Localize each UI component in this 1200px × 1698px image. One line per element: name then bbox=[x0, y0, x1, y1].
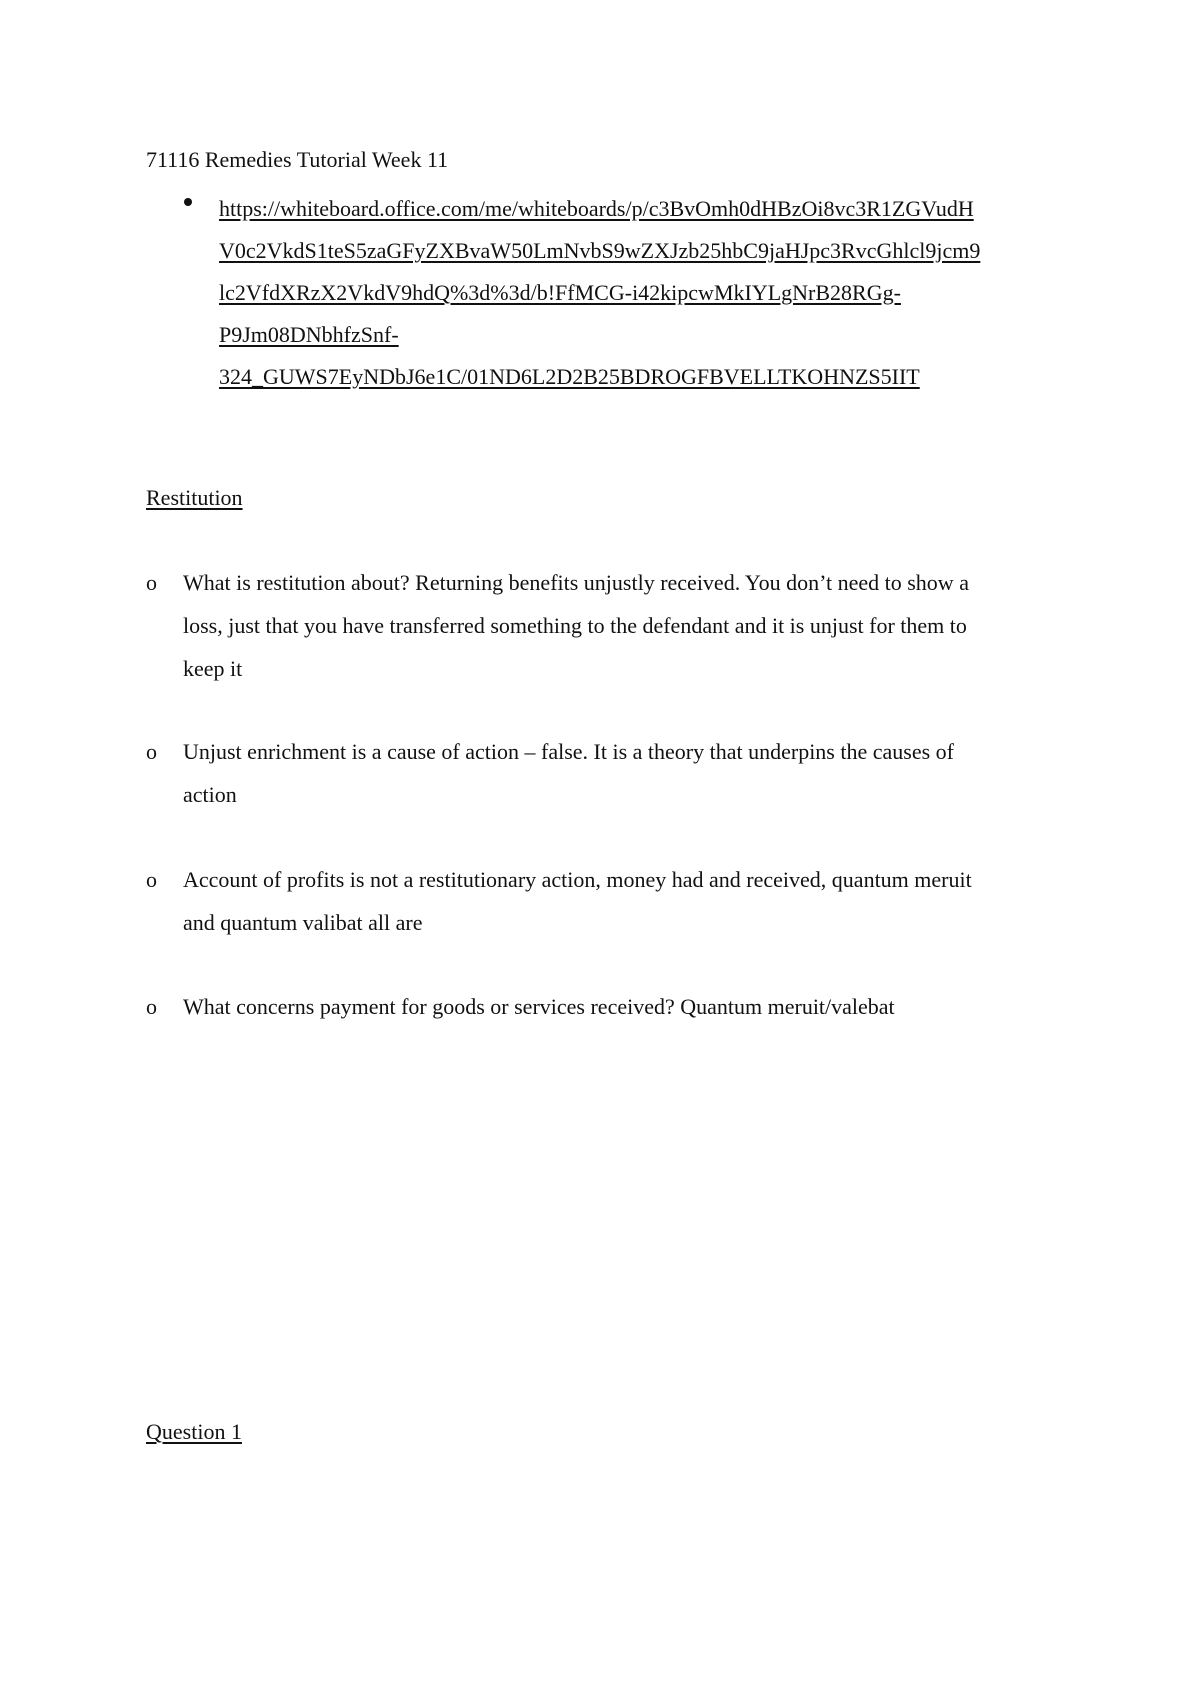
note-line: and quantum valibat all are bbox=[183, 910, 423, 935]
note-line: What is restitution about? Returning benefits unjustly received. You don’t need to show a bbox=[183, 570, 969, 595]
note-text bbox=[183, 730, 1066, 816]
note-item bbox=[146, 730, 1066, 816]
list-marker-icon: o bbox=[146, 739, 157, 764]
note-line: keep it bbox=[183, 656, 243, 681]
list-item bbox=[146, 188, 1076, 398]
note-line: Account of profits is not a restitutionary action, money had and received, quantum meruit bbox=[183, 867, 972, 892]
note-line: action bbox=[183, 782, 237, 807]
list-marker-icon: o bbox=[146, 570, 157, 595]
note-line: loss, just that you have transferred something to the defendant and it is unjust for them to bbox=[183, 613, 967, 638]
note-text bbox=[183, 561, 1066, 690]
whiteboard-link-line[interactable]: V0c2VkdS1teS5zaGFyZXBvaW50LmNvbS9wZXJzb25hbC9jaHJpc3RvcGhlcl9jcm9 bbox=[219, 238, 981, 263]
bullet-icon bbox=[184, 198, 192, 206]
note-text bbox=[183, 985, 1066, 1028]
note-text bbox=[183, 858, 1066, 944]
question-heading: Question 1 bbox=[146, 1419, 242, 1444]
whiteboard-link-line[interactable]: https://whiteboard.office.com/me/whiteboards/p/c3BvOmh0dHBzOi8vc3R1ZGVudH bbox=[219, 196, 974, 221]
list-marker-icon: o bbox=[146, 994, 157, 1019]
note-item bbox=[146, 985, 1066, 1028]
list-marker-icon: o bbox=[146, 867, 157, 892]
whiteboard-link-line[interactable]: 324_GUWS7EyNDbJ6e1C/01ND6L2D2B25BDROGFBVELLTKOHNZS5IIT bbox=[219, 364, 920, 389]
note-item bbox=[146, 858, 1066, 944]
note-item bbox=[146, 561, 1066, 690]
whiteboard-link-line[interactable]: P9Jm08DNbhfzSnf- bbox=[219, 322, 399, 347]
document-title: 71116 Remedies Tutorial Week 11 bbox=[146, 147, 449, 172]
note-line: What concerns payment for goods or services received? Quantum meruit/valebat bbox=[183, 994, 895, 1019]
note-line: Unjust enrichment is a cause of action – false. It is a theory that underpins the causes of bbox=[183, 739, 954, 764]
restitution-heading: Restitution bbox=[146, 485, 243, 510]
link-list bbox=[146, 188, 1076, 398]
whiteboard-link-line[interactable]: lc2VfdXRzX2VkdV9hdQ%3d%3d/b!FfMCG-i42kipcwMkIYLgNrB28RGg- bbox=[219, 280, 901, 305]
